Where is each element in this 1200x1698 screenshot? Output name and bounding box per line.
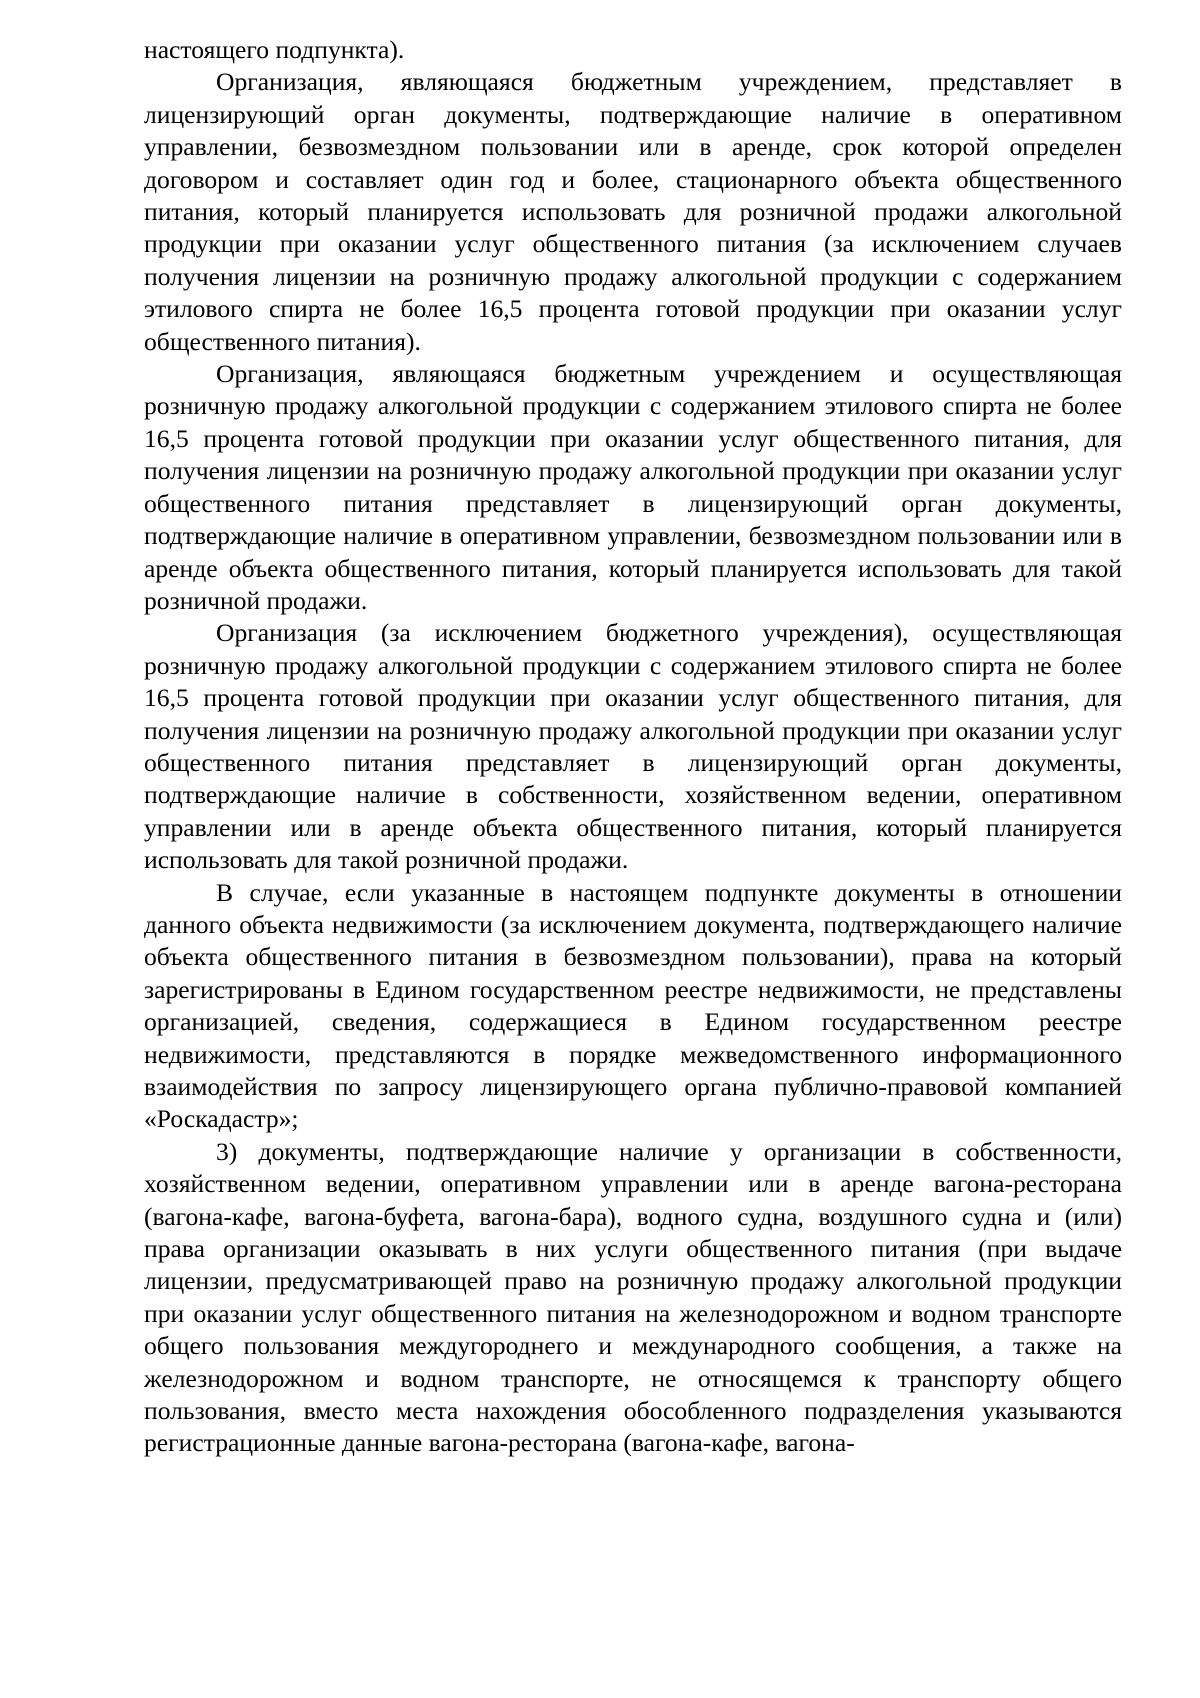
paragraph-budget-institution-low-alcohol: Организация, являющаяся бюджетным учреждением и осуществляющая розничную продажу алкогольной продукции с содержанием этилового спирта не более 16,5 процента готовой продукции при оказании услуг общественного питания, для получения лицензии на розничную продажу алкогольной продукции при оказании услуг общественного питания представляет в лицензирующий орган документы, подтверждающие наличие в оперативном управлении, безвозмездном пользовании или в аренде объекта общественного питания, который планируется использовать для такой розничной продажи. [144,359,1122,615]
paragraph-budget-institution-lease: Организация, являющаяся бюджетным учреждением, представляет в лицензирующий орган документы, подтверждающие наличие в оперативном управлении, безвозмездном пользовании или в аренде, срок которой определен договором и составляет один год и более, стационарного объекта общественного питания, который планируется использовать для розничной продажи алкогольной продукции при оказании услуг общественного питания (за исключением случаев получения лицензии на розничную продажу алкогольной продукции с содержанием этилового спирта не более 16,5 процента готовой продукции при оказании услуг общественного питания). [144,67,1122,356]
paragraph-continuation: настоящего подпункта). [144,35,405,64]
paragraph-non-budget-organization: Организация (за исключением бюджетного учреждения), осуществляющая розничную продажу алкогольной продукции с содержанием этилового спирта не более 16,5 процента готовой продукции при оказании услуг общественного питания, для получения лицензии на розничную продажу алкогольной продукции при оказании услуг общественного питания представляет в лицензирующий орган документы, подтверждающие наличие в собственности, хозяйственном ведении, оперативном управлении или в аренде объекта общественного питания, который планируется использовать для такой розничной продажи. [144,618,1122,875]
paragraph-interagency-request: В случае, если указанные в настоящем подпункте документы в отношении данного объекта недвижимости (за исключением документа, подтверждающего наличие объекта общественного питания в безвозмездном пользовании), права на который зарегистрированы в Едином государственном реестре недвижимости, не представлены организацией, сведения, содержащиеся в Едином государственном реестре недвижимости, представляются в порядке межведомственного информационного взаимодействия по запросу лицензирующего органа публично-правовой компанией «Роскадастр»; [144,877,1122,1134]
paragraph-item-3-transport: 3) документы, подтверждающие наличие у организации в собственности, хозяйственном ведении, оперативном управлении или в аренде вагона-ресторана (вагона-кафе, вагона-буфета, вагона-бара), водного судна, воздушного судна и (или) права организации оказывать в них услуги общественного питания (при выдаче лицензии, предусматривающей право на розничную продажу алкогольной продукции при оказании услуг общественного питания на железнодорожном и водном транспорте общего пользования междугороднего и международного сообщения, а также на железнодорожном и водном транспорте, не относящемся к транспорту общего пользования, вместо места нахождения обособленного подразделения указываются регистрационные данные вагона-ресторана (вагона-кафе, вагона- [144,1136,1122,1458]
document-body [144,34,1122,1460]
